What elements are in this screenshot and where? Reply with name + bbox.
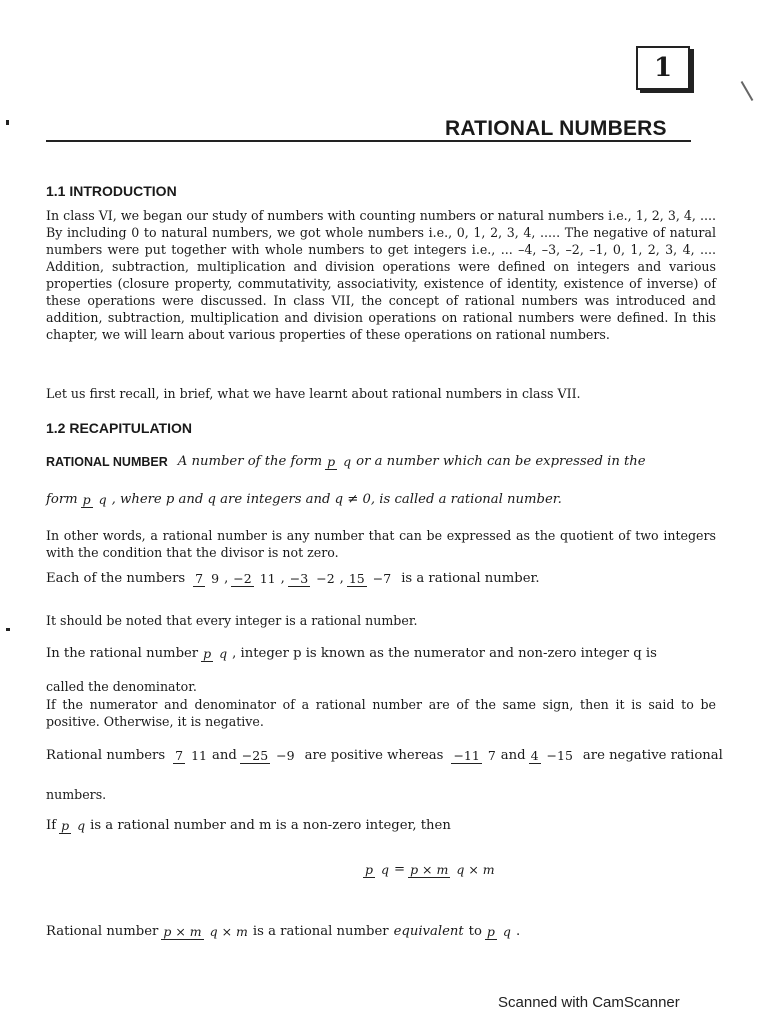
introduction-paragraph: In class VI, we began our study of numbers with counting numbers or natural numbers i.e., 1, 2, 3, 4, .... By including 0 to natural numbers, we got whole numbers i.e., 0, 1, 2, 3, 4, ..... The negative of natural numbers were put together with whole numbers to get integers i.e., ... –4, –3, –2, –1, 0, 1, 2, 3, 4, .... Addition, subtraction, multiplication and division operations were defined on integers and various properties (closure property, commutativity, associativity, existence of identity, existence of inverse) of these operations were discussed. In class VII, the concept of rational numbers was introduced and addition, subtraction, multiplication and division operations on rational numbers were defined. In this chapter, we will learn about various properties of these operations on rational numbers. (46, 208, 716, 342)
numerator: −11 (453, 747, 480, 763)
numerator: 15 (348, 570, 365, 586)
definition-line-2 (46, 492, 562, 507)
fraction (408, 863, 497, 877)
equivalent-word: equivalent (393, 924, 464, 939)
and-word: and (211, 748, 237, 763)
title-rule (46, 140, 691, 142)
numerator: −3 (289, 570, 309, 586)
denominator: q (502, 923, 511, 939)
fraction (363, 863, 391, 877)
numerator: −2 (233, 570, 252, 586)
fraction (240, 749, 297, 763)
recall-sentence: Let us first recall, in brief, what we have learnt about rational numbers in class VII. (46, 386, 581, 401)
numerator: p × m (410, 861, 449, 877)
definition-text: or a number which can be expressed in the (356, 454, 646, 469)
examples-suffix: is a rational number. (401, 571, 540, 586)
equivalent-mid: is a rational number (252, 924, 389, 939)
integer-note: It should be noted that every integer is a rational number. (46, 613, 418, 628)
equivalent-end: . (515, 924, 521, 939)
positive-negative-line (46, 748, 723, 763)
numerator: p (203, 645, 212, 661)
numerator: 4 (530, 747, 539, 763)
definition-text: , where p and q are integers and q ≠ 0, is called a rational number. (111, 492, 562, 507)
section-heading-introduction: 1.1 INTRODUCTION (46, 183, 177, 199)
if-line (46, 818, 451, 833)
fraction (59, 819, 87, 833)
fraction (231, 572, 277, 586)
denominator: q × m (456, 861, 495, 877)
denominator: −9 (276, 747, 295, 763)
negative-suffix: are negative rational (582, 748, 723, 763)
fraction (347, 572, 393, 586)
chapter-number-box (636, 46, 690, 90)
numerator: p (365, 861, 374, 877)
numerator: 7 (195, 570, 204, 586)
fraction (201, 647, 229, 661)
fraction (529, 749, 575, 763)
denominator: 7 (487, 747, 496, 763)
equivalent-prefix: Rational number (46, 924, 159, 939)
definition-line-1 (46, 454, 646, 469)
numerator-suffix: , integer p is known as the numerator and non-zero integer q is (232, 646, 657, 661)
section-heading-recapitulation: 1.2 RECAPITULATION (46, 420, 192, 436)
examples-line: Each of the numbers 7 9 , −2 11 , −3 −2 , 15 −7 is a rational number. (46, 570, 540, 586)
fraction (451, 749, 497, 763)
margin-mark (6, 628, 10, 631)
numerator-line (46, 646, 657, 661)
sign-paragraph: If the numerator and denominator of a rational number are of the same sign, then it is said to be positive. Otherwise, it is negative. (46, 697, 716, 729)
denominator: q × m (209, 923, 248, 939)
and-word: and (500, 748, 526, 763)
denominator: q (381, 861, 390, 877)
fraction (325, 455, 353, 469)
numerator: p (327, 453, 336, 469)
numerator: p (82, 491, 91, 507)
denominator: −7 (372, 570, 392, 586)
numerator: p × m (163, 923, 202, 939)
scanner-watermark: Scanned with CamScanner (498, 994, 680, 1011)
if-suffix: is a rational number and m is a non-zero integer, then (90, 818, 451, 833)
other-words-paragraph: In other words, a rational number is any number that can be expressed as the quotient of two integers with the condition that the divisor is not zero. (46, 528, 716, 560)
definition-label: RATIONAL NUMBER (46, 454, 168, 469)
positive-prefix: Rational numbers (46, 748, 166, 763)
positive-mid: are positive whereas (304, 748, 444, 763)
denominator: 11 (259, 570, 276, 586)
fraction (81, 493, 109, 507)
fraction (485, 925, 513, 939)
denominator: q (343, 453, 352, 469)
numbers-word: numbers. (46, 787, 107, 802)
definition-text: form (46, 492, 78, 507)
denominator: 11 (191, 747, 207, 763)
margin-mark (6, 120, 9, 125)
equivalence-equation (360, 862, 500, 877)
denominator: −2 (316, 570, 335, 586)
numerator: −25 (241, 747, 269, 763)
examples-prefix: Each of the numbers (46, 571, 186, 586)
numerator: p (486, 923, 495, 939)
numerator-line-2: called the denominator. (46, 679, 197, 694)
numerator: 7 (175, 747, 184, 763)
denominator: 9 (211, 570, 220, 586)
chapter-title: RATIONAL NUMBERS (445, 117, 667, 140)
numerator-prefix: In the rational number (46, 646, 199, 661)
equivalent-line (46, 924, 520, 939)
denominator: −15 (546, 747, 573, 763)
margin-mark (741, 81, 754, 101)
fraction (161, 925, 250, 939)
if-word: If (46, 818, 57, 833)
denominator: q (98, 491, 107, 507)
fraction (173, 749, 209, 763)
equals-sign: = (394, 862, 406, 877)
denominator: q (219, 645, 228, 661)
equivalent-to: to (468, 924, 482, 939)
definition-text: A number of the form (177, 454, 323, 469)
fraction (193, 572, 221, 586)
denominator: q (77, 817, 86, 833)
chapter-number: 1 (653, 53, 673, 83)
numerator: p (61, 817, 70, 833)
fraction (288, 572, 337, 586)
